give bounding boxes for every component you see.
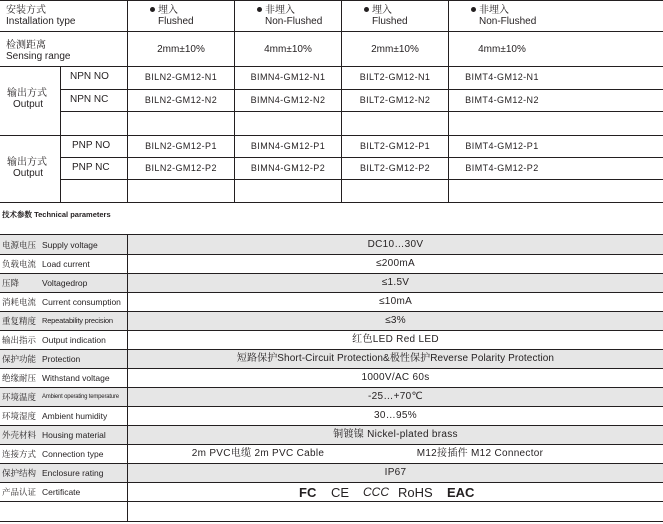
header-col-2-en: Non-Flushed xyxy=(265,16,323,27)
param-label-en: Ambient operating temperature xyxy=(42,394,119,400)
param-label-cn: 输出指示 xyxy=(2,335,37,345)
pnp-no-type: PNP NO xyxy=(72,140,111,151)
param-label-en: Housing material xyxy=(42,430,106,440)
param-label-en: Supply voltage xyxy=(42,240,98,250)
sensing-value: 4mm±10% xyxy=(264,44,312,55)
pnp-output-label-cn: 输出方式 xyxy=(7,157,47,168)
header-col-2: 非埋入 xyxy=(257,6,295,16)
model-number: BILT2-GM12-P1 xyxy=(359,141,431,151)
param-label-cn: 消耗电流 xyxy=(2,297,37,307)
model-number: BIMN4-GM12-N2 xyxy=(250,95,326,105)
param-label-en: Output indication xyxy=(42,335,106,345)
sensing-label-en: Sensing range xyxy=(6,51,71,62)
param-value-right: M12接插件 M12 Connector xyxy=(416,448,544,459)
param-value: DC10…30V xyxy=(367,239,424,250)
param-value: -25…+70℃ xyxy=(367,391,424,402)
header-col-3-en: Flushed xyxy=(372,16,408,27)
param-value: ≤200mA xyxy=(376,258,415,269)
param-label-cn: 连接方式 xyxy=(2,449,37,459)
pnp-nc-type: PNP NC xyxy=(72,162,110,173)
param-label-cn: 负载电流 xyxy=(2,259,37,269)
param-value: ≤3% xyxy=(385,315,406,326)
param-label-cn: 保护功能 xyxy=(2,354,37,364)
model-number: BIMT4-GM12-P1 xyxy=(465,141,539,151)
model-number: BIMN4-GM12-P1 xyxy=(250,141,326,151)
model-number: BILT2-GM12-P2 xyxy=(359,163,431,173)
param-value: 铜镀镍 Nickel-plated brass xyxy=(333,429,458,440)
rohs-mark-icon: RoHS xyxy=(398,485,433,500)
model-number: BIMN4-GM12-P2 xyxy=(250,163,326,173)
param-label-cn: 环境温度 xyxy=(2,392,37,402)
param-label-cn: 压降 xyxy=(2,278,20,288)
param-value: 短路保护Short-Circuit Protection&极性保护Reverse Polarity Protection xyxy=(236,353,555,364)
header-col-1: 埋入 xyxy=(150,6,178,16)
param-label-en: Repeatability precision xyxy=(42,316,113,325)
npn-output-label-cn: 输出方式 xyxy=(7,88,47,99)
param-value: IP67 xyxy=(384,467,407,478)
model-number: BIMT4-GM12-N2 xyxy=(465,95,539,105)
param-label-cn: 产品认证 xyxy=(2,487,37,497)
section-title: 技术参数 Technical parameters xyxy=(2,210,111,219)
param-label-en: Enclosure rating xyxy=(42,468,104,478)
param-label-cn: 环境湿度 xyxy=(2,411,37,421)
param-label-cn: 外壳材料 xyxy=(2,430,37,440)
param-label-en: Current consumption xyxy=(42,297,121,307)
ccc-mark-icon: CCC xyxy=(363,485,389,499)
npn-output-label-en: Output xyxy=(13,99,44,110)
ce-mark-icon: CE xyxy=(331,485,350,500)
param-label-en: Certificate xyxy=(42,487,81,497)
param-label-cn: 绝缘耐压 xyxy=(2,373,37,383)
model-number: BILT2-GM12-N1 xyxy=(359,72,431,82)
param-label-en: Load current xyxy=(42,259,90,269)
bullet-icon xyxy=(257,7,262,12)
param-value: 30…95% xyxy=(374,410,417,421)
eac-mark-icon: EAC xyxy=(447,485,475,500)
install-type-cn: 安装方式 xyxy=(6,5,46,16)
param-label-en: Withstand voltage xyxy=(42,373,110,383)
model-number: BILN2-GM12-N2 xyxy=(144,95,218,105)
param-label-cn: 保护结构 xyxy=(2,468,37,478)
param-label-cn: 电源电压 xyxy=(2,240,37,250)
param-value-left: 2m PVC电缆 2m PVC Cable xyxy=(191,448,325,459)
param-label-en: Connection type xyxy=(42,449,104,459)
param-label-en: Voltagedrop xyxy=(42,278,88,288)
sensing-value: 2mm±10% xyxy=(371,44,419,55)
param-value: ≤10mA xyxy=(378,296,413,307)
header-col-4: 非埋入 xyxy=(471,6,509,16)
model-number: BIMN4-GM12-N1 xyxy=(250,72,326,82)
param-value: 1000V/AC 60s xyxy=(361,372,430,383)
bullet-icon xyxy=(364,7,369,12)
param-label-cn: 重复精度 xyxy=(2,316,37,326)
install-type-en: Installation type xyxy=(6,16,76,27)
npn-no-type: NPN NO xyxy=(70,71,109,82)
param-value: ≤1.5V xyxy=(381,277,410,288)
sensing-value: 4mm±10% xyxy=(478,44,526,55)
model-number: BILN2-GM12-P1 xyxy=(145,141,217,151)
pnp-output-label-en: Output xyxy=(13,168,44,179)
param-label-en: Protection xyxy=(42,354,81,364)
param-value: 红色LED Red LED xyxy=(352,334,439,345)
model-number: BIMT4-GM12-N1 xyxy=(465,72,539,82)
sensing-label-cn: 检测距离 xyxy=(6,40,46,51)
sensing-value: 2mm±10% xyxy=(157,44,205,55)
npn-nc-type: NPN NC xyxy=(70,94,109,105)
bullet-icon xyxy=(150,7,155,12)
fcc-mark-icon: FC xyxy=(299,485,317,500)
bullet-icon xyxy=(471,7,476,12)
header-col-3: 埋入 xyxy=(364,6,392,16)
model-number: BIMT4-GM12-P2 xyxy=(465,163,539,173)
param-label-en: Ambient humidity xyxy=(42,411,108,421)
model-number: BILT2-GM12-N2 xyxy=(359,95,431,105)
header-col-1-en: Flushed xyxy=(158,16,194,27)
model-number: BILN2-GM12-N1 xyxy=(144,72,218,82)
model-number: BILN2-GM12-P2 xyxy=(145,163,217,173)
header-col-4-en: Non-Flushed xyxy=(479,16,537,27)
